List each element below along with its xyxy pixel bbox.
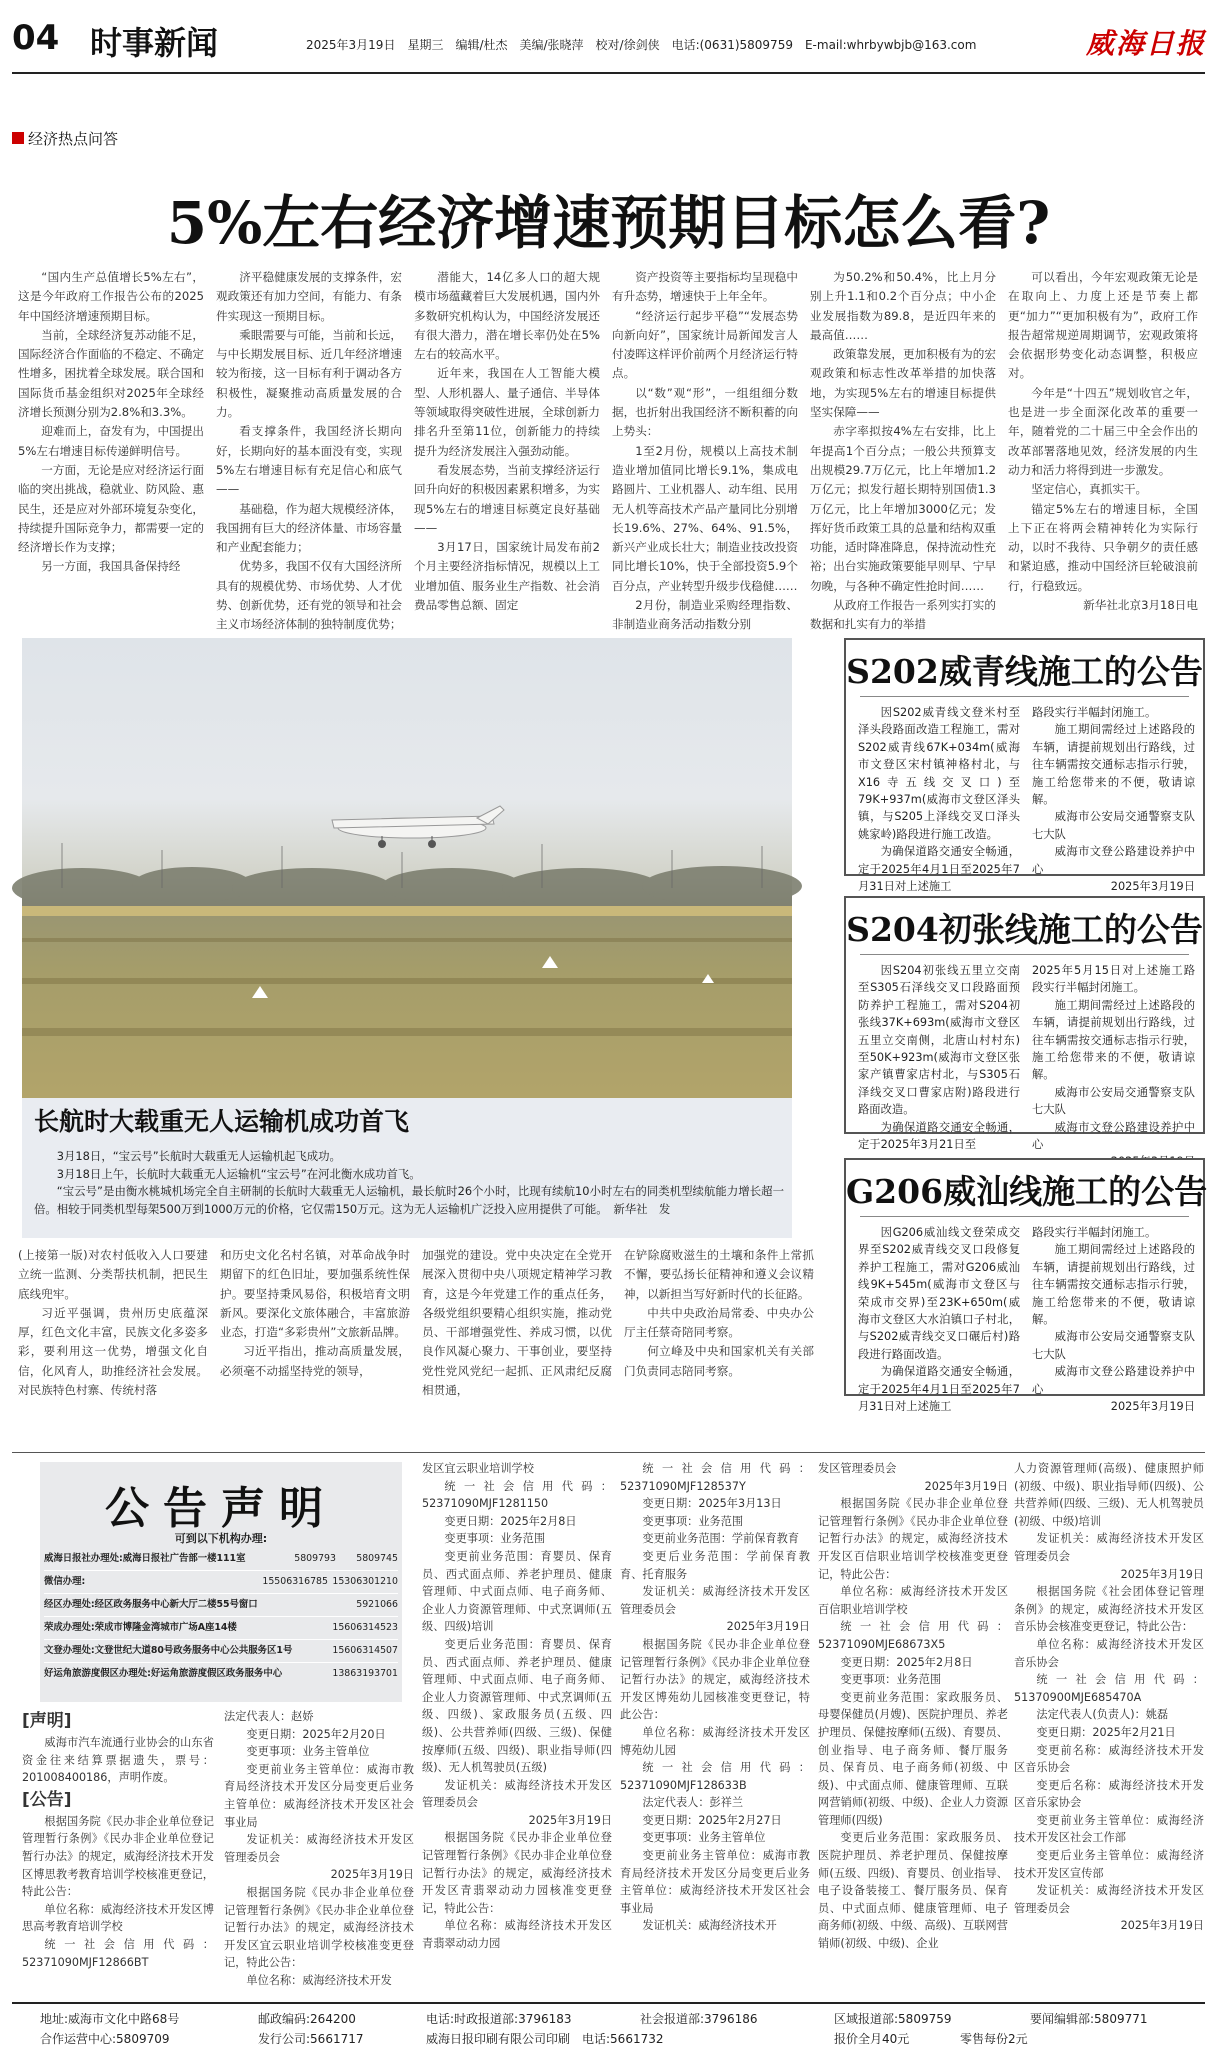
statement-label: [声明] bbox=[22, 1711, 72, 1731]
photo-story-text: 3月18日，“宝云号”长航时大载重无人运输机起飞成功。 3月18日上午，长航时大载重无人运输机“宝云号”在河北衡水成功首飞。 “宝云号”是由衡水桃城机场完全自主研制的长航时大载重无人运输机，最长航时26个小时，比现有续航10小时左右的同类机型续航能力增长超一倍。相较于同类机型每架500万到1000万元的价格，它仅需150万元。这为无人运输机广泛投入应用提供了可能。 新华社 发 bbox=[34, 1149, 784, 1216]
continued-col-1: (上接第一版)对农村低收入人口要建立统一监测、分类帮扶机制，把民生底线兜牢。 习近平强调，贵州历史底蕴深厚，红色文化丰富，民族文化多姿多彩，要利用这一优势，增强文化自信，化风育人，助推经济社会发展。对民族特色村寨、传统村落 bbox=[18, 1248, 208, 1398]
article-col-3: 潜能大，14亿多人口的超大规模市场蕴藏着巨大发展机遇，国内外多数研究机构认为，中国经济发展还有很大潜力，潜在增长率仍处在5%左右的较高水平。 近年来，我国在人工智能大模型、人形机器人、量子通信、半导体等领域取得突破性进展，全球创新力排名升至第11位，创新能力的持续提升为经济发展注入强劲动能。 看发展态势，当前支撑经济运行回升向好的积极因素累积增多，为实现5%左右的增速目标奠定良好基础—— 3月17日，国家统计局发布前2个月主要经济指标情况，规模以上工业增加值、服务业生产指数、社会消费品零售总额、固定 bbox=[414, 270, 600, 613]
contact-row: 经区办理处:经区政务服务中心新大厅二楼55号窗口 5921066 bbox=[44, 1594, 398, 1617]
drone-photo bbox=[22, 638, 792, 1098]
notice-s204-col1: 因S204初张线五里立交南至S305石泽线交叉口段路面预防养护工程施工，需对S204初张线37K+693m(威海市文登区五里立交南侧，北唐山村村东)至50K+923m(威海市文登区张家产镇曹家店村北，与S305石泽线交叉口曹家店附)路段进行路面改造。 为确保道路交通安全畅通，定于2025年3月21日至 bbox=[858, 964, 1020, 1152]
ads-subtitle: 可到以下机构办理: bbox=[174, 1532, 268, 1545]
page-number: 04 bbox=[12, 18, 60, 58]
ads-col-3: 发区宜云职业培训学校 统一社会信用代码：52371090MJF1281150 变更日期：2025年2月8日 变更事项：业务范围 变更前业务范围：育婴员、保育员、西式面点师、养老护理员、健康管理师、中式面点师、电子商务师、企业人力资源管理师、中式烹调师(五级、四级)培训 变更后业务范围：育婴员、保育员、西式面点师、养老护理员、健康管理师、中式面点师、电子商务师、企业人力资源管理师、中式烹调师(五级、四级)、家政服务员(五级、四级)、公共营养师(四级、三级)、保健按摩师(五级、四级)、职业指导师(四级)、无人机驾驶员(五级) 发证机关：威海经济技术开发区管理委员会 2025年3月19日 根据国务院《民办非企业单位登记管理暂行条例》《民办非企业单位登记暂行办法》的规定，威海经济技术开发区青翡翠动动力园核准变更登记，特此公告： 单位名称：威海经济技术开发区青翡翠动动力园 bbox=[422, 1462, 612, 1951]
article-col-6: 可以看出，今年宏观政策无论是在取向上、力度上还是节奏上都更“加力”“更加积极有为”，政府工作报告超常规逆周期调节，宏观政策将会依据形势变化动态调整，积极应对。 今年是“十四五”规划收官之年，也是进一步全面深化改革的重要一年，随着党的二十届三中全会作出的改革部署落地见效，经济发展的内生动力和活力将得到进一步激发。 坚定信心，真抓实干。 锚定5%左右的增速目标，全国上下正在将两会精神转化为实际行动，以时不我待、只争朝夕的责任感和紧迫感，推动中国经济巨轮破浪前行，行稳致远。 新华社北京3月18日电 bbox=[1008, 270, 1198, 613]
footer-rule bbox=[12, 2002, 1205, 2004]
footer-phone-news: 要闻编辑部:5809771 bbox=[1030, 2012, 1148, 2026]
photo-story-title: 长航时大载重无人运输机成功首飞 bbox=[34, 1107, 410, 1136]
article-col-5: 为50.2%和50.4%，比上月分别上升1.1和0.2个百分点；中小企业发展指数为89.8，是近四年来的最高值…… 政策靠发展，更加积极有为的宏观政策和标志性改革举措的加快落地，为实现5%左右的增速目标提供坚实保障—— 赤字率拟按4%左右安排，比上年提高1个百分点；一般公共预算支出规模29.7万亿元，比上年增加1.2万亿元；拟发行超长期特别国债1.3万亿元，比上年增加3000亿元；发挥好货币政策工具的总量和结构双重功能，适时降准降息，保持流动性充裕；出台实施政策要能早则早、宁早勿晚，与各种不确定性抢时间…… 从政府工作报告一系列实打实的数据和扎实有力的举措 bbox=[810, 270, 996, 632]
statement-text: 威海市汽车流通行业协会的山东省资金往来结算票据遗失，票号：201008400186，声明作废。 bbox=[22, 1736, 214, 1785]
article-col-1: “国内生产总值增长5%左右”，这是今年政府工作报告公布的2025年中国经济增速预期目标。 当前，全球经济复苏动能不足，国际经济合作面临的不稳定、不确定性增多，困扰着全球发展。联合国和国际货币基金组织对2025年全球经济增长预测分别为2.8%和3.3%。 迎难而上，奋发有为，中国提出5%左右增速目标传递鲜明信号。 一方面，无论是应对经济运行面临的突出挑战，稳就业、防风险、惠民生，还是应对外部环境复杂变化，持续提升国际竞争力，都需要一定的经济增长作为支撑； 另一方面，我国具备保持经 bbox=[18, 270, 204, 574]
ads-top-rule bbox=[12, 1452, 1205, 1453]
ads-col-1: [声明] 威海市汽车流通行业协会的山东省资金往来结算票据遗失，票号：201008400186，声明作废。 [公告] 根据国务院《民办非企业单位登记管理暂行条例》《民办非企业单位登记暂行办法》的规定，威海经济技术开发区博思教考教育培训学校核准更登记，特此公告： 单位名称：威海经济技术开发区博思高考教育培训学校 统一社会信用代码：52371090MJF12866BT bbox=[22, 1708, 214, 1990]
footer-monthly-price: 报价全月40元 bbox=[834, 2032, 910, 2046]
footer-printer: 威海日报印刷有限公司印刷 电话:5661732 bbox=[426, 2032, 664, 2046]
notice-s204-col2: 2025年5月15日对上述施工路段实行半幅封闭施工。 施工期间需经过上述路段的车辆，请提前规划出行路线，过往车辆需按交通标志指示行驶，施工给您带来的不便，敬请谅解。 威海市公安局交通警察支队七大队 威海市文登公路建设养护中心 bbox=[1032, 964, 1195, 1152]
continued-col-4: 在铲除腐败滋生的土壤和条件上常抓不懈，要弘扬长征精神和遵义会议精神，以新担当写好新时代的长征路。 中共中央政治局常委、中央办公厅主任蔡奇陪同考察。 何立峰及中央和国家机关有关部门负责同志陪同考察。 bbox=[624, 1248, 814, 1378]
category-marker bbox=[12, 132, 24, 144]
notice-g206-title: G206威汕线施工的公告 bbox=[846, 1172, 1208, 1211]
contact-row: 微信办理: 15506316785 15306301210 bbox=[44, 1571, 398, 1594]
newspaper-logo: 威海日报 bbox=[1086, 27, 1207, 60]
ads-col-5: 发区管理委员会 2025年3月19日 根据国务院《民办非企业单位登记管理暂行条例》《民办非企业单位登记暂行办法》的规定，威海经济技术开发区百信职业培训学校核准变更登记，特此公告： 单位名称：威海经济技术开发区百信职业培训学校 统一社会信用代码：52371090MJE68673X5 变更日期：2025年2月8日 变更事项：业务范围 变更前业务范围：家政服务员、母婴保健员(月嫂)、医院护理员、养老护理员、保健按摩师(五级)、育婴员、创业指导、电子商务师、餐厅服务员、保育员、电子商务师(初级、中级)、中式面点师、健康管理师、互联网营销师(初级、中级)、企业人力资源管理师(四级) 变更后业务范围：家政服务员、医院护理员、养老护理员、保健按摩师(五级、四级)、育婴员、创业指导、电子设备装接工、餐厅服务员、保育员、中式面点师、健康管理师、电子商务师(初级、中级、高级)、互联网营销师(初级、中级)、企业 bbox=[818, 1462, 1008, 1951]
notice-s202-col2: 路段实行半幅封闭施工。 施工期间需经过上述路段的车辆，请提前规划出行路线，过往车辆需按交通标志指示行驶，施工给您带来的不便，敬请谅解。 威海市公安局交通警察支队七大队 威海市文登公路建设养护中心 2025年3月19日 bbox=[1032, 706, 1195, 894]
notice-g206-col1: 因G206威汕线文登荣成交界至S202威青线交叉口段修复养护工程施工，需对G206威汕线9K+545m(威海市文登区与荣成市交界)至23K+650m(威海市文登区大水泊镇口子村北，与S202威青线交叉口碾后村)路段进行路面改造。 为确保道路交通安全畅通，定于2025年4月1日至2025年7月31日对上述施工 bbox=[858, 1226, 1020, 1414]
ads-contacts bbox=[44, 1548, 398, 1685]
footer-operations: 合作运营中心:5809709 bbox=[40, 2032, 170, 2046]
footer-postcode: 邮政编码:264200 bbox=[258, 2012, 356, 2026]
notice-s204 bbox=[844, 896, 1205, 1152]
notice-s202-col1: 因S202威青线文登米村至泽头段路面改造工程施工，需对S202威青线67K+034m(威海市文登区宋村镇神格村北，与X16寺五线交叉口)至79K+937m(威海市文登区泽头镇，与S205上泽线交叉口泽头姚家岭)路段进行施工改造。 为确保道路交通安全畅通，定于2025年4月1日至2025年7月31日对上述施工 bbox=[858, 706, 1020, 894]
ads-col-2: 法定代表人：赵娇 变更日期：2025年2月20日 变更事项：业务主管单位 变更前业务主管单位：威海市教育局经济技术开发区分局变更后业务主管单位：威海经济技术开发区社会事业局 发证机关：威海经济技术开发区管理委员会 2025年3月19日 根据国务院《民办非企业单位登记管理暂行条例》《民办非企业单位登记暂行办法》的规定，威海经济技术开发区宜云职业培训学校核准变更登记，特此公告： 单位名称：威海经济技术开发 bbox=[224, 1710, 414, 1987]
article-headline: 5%左右经济增速预期目标怎么看? bbox=[166, 189, 1051, 257]
contact-row: 好运角旅游度假区办理处:好运角旅游度假区政务服务中心 13863193701 bbox=[44, 1668, 398, 1679]
drone-photo-art bbox=[22, 638, 792, 1098]
notice-s202 bbox=[844, 638, 1205, 894]
footer-address: 地址:威海市文化中路68号 bbox=[40, 2012, 180, 2026]
notice-s204-title: S204初张线施工的公告 bbox=[846, 910, 1203, 949]
notice-g206-col2: 路段实行半幅封闭施工。 施工期间需经过上述路段的车辆，请提前规划出行路线，过往车辆需按交通标志指示行驶，施工给您带来的不便，敬请谅解。 威海市公安局交通警察支队七大队 威海市文登公路建设养护中心 2025年3月19日 bbox=[1032, 1226, 1195, 1414]
contact-row: 荣成办理处:荣成市博隆金湾城市广场A座14楼 15606314523 bbox=[44, 1617, 398, 1640]
ads-title: 公告声明 bbox=[105, 1483, 337, 1534]
ads-col-4: 统一社会信用代码：52371090MJF128537Y 变更日期：2025年3月13日 变更事项：业务范围 变更前业务范围：学前保育教育 变更后业务范围：学前保育教育、托育服务 发证机关：威海经济技术开发区管理委员会 2025年3月19日 根据国务院《民办非企业单位登记管理暂行条例》《民办非企业单位登记暂行办法》的规定，威海经济技术开发区博苑幼儿园核准变更登记，特此公告： 单位名称：威海经济技术开发区博苑幼儿园 统一社会信用代码：52371090MJF128633B 法定代表人：彭祥兰 变更日期：2025年2月27日 变更事项：业务主管单位 变更前业务主管单位：威海市教育局经济技术开发区分局变更后业务主管单位：威海经济技术开发区社会事业局 发证机关：威海经济技术开 bbox=[620, 1462, 810, 1933]
ads-col-6: 人力资源管理师(高级)、健康照护师(初级、中级)、职业指导师(四级)、公共营养师(四级、三级)、无人机驾驶员(初级、中级)培训 发证机关：威海经济技术开发区管理委员会 2025年3月19日 根据国务院《社会团体登记管理条例》的规定，威海经济技术开发区音乐协会核准变更登记，特此公告： 单位名称：威海经济技术开发区音乐协会 统一社会信用代码：51370900MJE685470A 法定代表人(负责人)：姚磊 变更日期：2025年2月21日 变更前名称：威海经济技术开发区音乐协会 变更后名称：威海经济技术开发区音乐家协会 变更前业务主管单位：威海经济技术开发区社会工作部 变更后业务主管单位：威海经济技术开发区宣传部 发证机关：威海经济技术开发区管理委员会 2025年3月19日 bbox=[1014, 1462, 1204, 1933]
article-col-2: 济平稳健康发展的支撑条件，宏观政策还有加力空间，有能力、有条件实现这一预期目标。 乘眼需要与可能，当前和长远，与中长期发展目标、近几年经济增速较为衔接，这一目标有利于调动各方积极性，凝聚推动高质量发展的合力。 看支撑条件，我国经济长期向好，长期向好的基本面没有变，实现5%左右增速目标有充足信心和底气—— 基础稳，作为超大规模经济体，我国拥有巨大的经济体量、市场容量和产业配套能力； 优势多，我国不仅有大国经济所具有的规模优势、市场优势、人才优势、创新优势，还有党的领导和社会主义市场经济体制的独特制度优势； bbox=[216, 270, 402, 632]
footer-distribution: 发行公司:5661717 bbox=[258, 2032, 364, 2046]
header-rule bbox=[12, 72, 1205, 74]
contact-row: 威海日报社办理处:威海日报社广告部一楼111室 5809793 5809745 bbox=[44, 1548, 398, 1571]
footer-retail-price: 零售每份2元 bbox=[960, 2032, 1028, 2046]
continued-col-2: 和历史文化名村名镇，对革命战争时期留下的红色旧址，要加强系统性保护。要坚持秉风易俗，积极培育文明新风。要深化文旅体融合，丰富旅游业态，打造“多彩贵州”文旅新品牌。 习近平指出，推动高质量发展，必须毫不动摇坚持党的领导， bbox=[220, 1248, 410, 1378]
section-title: 时事新闻 bbox=[90, 24, 219, 62]
article-col-4: 资产投资等主要指标均呈现稳中有升态势，增速快于上年全年。 “经济运行起步平稳”“发展态势向新向好”，国家统计局新闻发言人付凌晖这样评价前两个月经济运行特点。 以“数”观“形”，一组组细分数据，也折射出我国经济不断积蓄的向上势头： 1至2月份，规模以上高技术制造业增加值同比增长9.1%，集成电路圆片、工业机器人、动车组、民用无人机等高技术产品产量同比分别增长19.6%、27%、64%、91.5%，新兴产业成长壮大；制造业技改投资同比增长10%，快于全部投资5.9个百分点，产业转型升级步伐稳健…… 2月份，制造业采购经理指数、非制造业商务活动指数分别 bbox=[612, 270, 798, 632]
notice-s202-title: S202威青线施工的公告 bbox=[846, 652, 1203, 691]
footer-phone-regional: 区域报道部:5809759 bbox=[834, 2012, 952, 2026]
contact-row: 文登办理处:文登世纪大道80号政务服务中心公共服务区1号 15606314507 bbox=[44, 1640, 398, 1663]
continued-col-3: 加强党的建设。党中央决定在全党开展深入贯彻中央八项规定精神学习教育，这是今年党建工作的重点任务，各级党组织要精心组织实施，推动党员、干部增强党性、养成习惯，以优良作风凝心聚力、干事创业，要坚持党性党风党纪一起抓、正风肃纪反腐相贯通， bbox=[422, 1248, 612, 1398]
article-category: 经济热点问答 bbox=[28, 130, 119, 148]
footer-phone-social: 社会报道部:3796186 bbox=[640, 2012, 758, 2026]
footer-phone-politics: 电话:时政报道部:3796183 bbox=[426, 2012, 572, 2026]
header-info: 2025年3月19日 星期三 编辑/杜杰 美编/张晓萍 校对/徐剑侠 电话:(0631)5809759 E-mail:whrbywbjb@163.com bbox=[306, 38, 977, 52]
notice-g206 bbox=[844, 1158, 1208, 1414]
notice-label: [公告] bbox=[22, 1789, 72, 1810]
